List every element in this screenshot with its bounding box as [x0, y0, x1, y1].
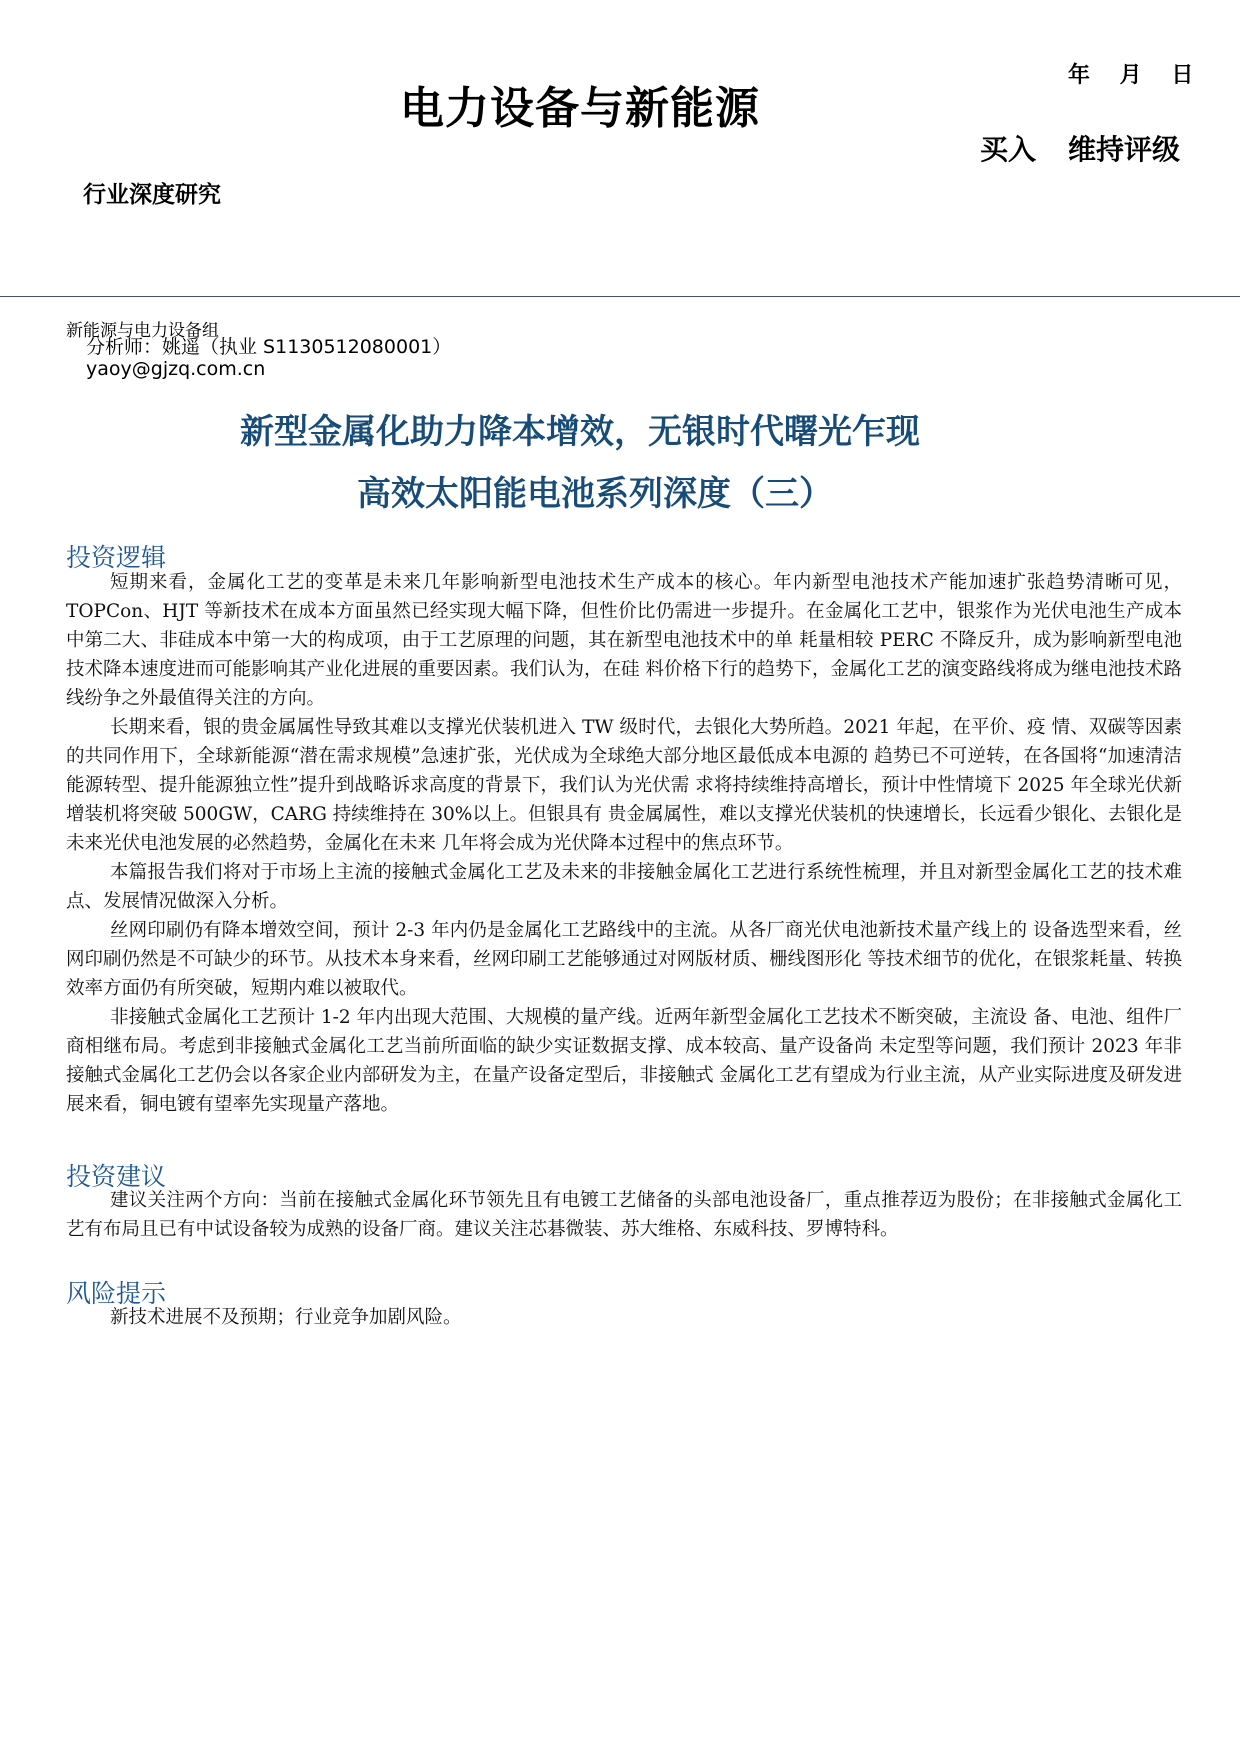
paragraph: 本篇报告我们将对于市场上主流的接触式金属化工艺及未来的非接触金属化工艺进行系统性梳理，并且对新型金属化工艺的技术难点、发展情况做深入分析。 — [66, 862, 1182, 912]
analyst-email[interactable]: yaoy@gjzq.com.cn — [86, 358, 266, 380]
paragraph: 建议关注两个方向：当前在接触式金属化环节领先且有电镀工艺储备的头部电池设备厂，重点推荐迈为股份；在非接触式金属化工艺有布局且已有中试设备较为成熟的设备厂商。建议关注芯碁微装、苏大维格、东威科技、罗博特科。 — [66, 1190, 1182, 1240]
analyst-team: 新能源与电力设备组 — [66, 321, 219, 341]
report-date: 年 月 日 — [1068, 63, 1194, 88]
rating-action: 维持评级 — [1068, 133, 1181, 166]
report-type: 行业深度研究 — [83, 182, 221, 208]
report-title-line1: 新型金属化助力降本增效，无银时代曙光乍现 — [240, 412, 920, 452]
paragraph: 非接触式金属化工艺预计 1-2 年内出现大范围、大规模的量产线。近两年新型金属化工艺技术不断突破，主流设 备、电池、组件厂商相继布局。考虑到非接触式金属化工艺当前所面临的缺少实证数据支撑、成本较高、量产设备尚 未定型等问题，我们预计 2023 年非接触式金属化工艺仍会以各家企业内部研发为主，在量产设备定型后，非接触式 金属化工艺有望成为行业主流，从产业实际进度及研发进展来看，铜电镀有望率先实现量产落地。 — [66, 1007, 1182, 1115]
paragraph: 丝网印刷仍有降本增效空间，预计 2-3 年内仍是金属化工艺路线中的主流。从各厂商光伏电池新技术量产线上的 设备选型来看，丝网印刷仍然是不可缺少的环节。从技术本身来看，丝网印刷工艺能够通过对网版材质、栅线图形化 等技术细节的优化，在银浆耗量、转换效率方面仍有所突破，短期内难以被取代。 — [66, 920, 1182, 999]
section-heading-risk-warning: 风险提示 — [66, 1279, 167, 1308]
section-body-risk-warning — [66, 1303, 1182, 1332]
paragraph: 短期来看，金属化工艺的变革是未来几年影响新型电池技术生产成本的核心。年内新型电池技术产能加速扩张趋势清晰可见，TOPCon、HJT 等新技术在成本方面虽然已经实现大幅下降，但性价比仍需进一步提升。在金属化工艺中，银浆作为光伏电池生产成本中第二大、非硅成本中第一大的构成项，由于工艺原理的问题，其在新型电池技术中的单 耗量相较 PERC 不降反升，成为影响新型电池技术降本速度进而可能影响其产业化进展的重要因素。我们认为，在硅 料价格下行的趋势下，金属化工艺的演变路线将成为继电池技术路线纷争之外最值得关注的方向。 — [66, 572, 1182, 709]
paragraph: 长期来看，银的贵金属属性导致其难以支撑光伏装机进入 TW 级时代，去银化大势所趋。2021 年起，在平价、疫 情、双碳等因素的共同作用下，全球新能源“潜在需求规模”急速扩张，光伏成为全球绝大部分地区最低成本电源的 趋势已不可逆转，在各国将“加速清洁能源转型、提升能源独立性”提升到战略诉求高度的背景下，我们认为光伏需 求将持续维持高增长，预计中性情境下 2025 年全球光伏新增装机将突破 500GW，CARG 持续维持在 30%以上。但银具有 贵金属属性，难以支撑光伏装机的快速增长，长远看少银化、去银化是未来光伏电池发展的必然趋势，金属化在未来 几年将会成为光伏降本过程中的焦点环节。 — [66, 717, 1182, 854]
section-body-investment-logic — [66, 568, 1182, 1119]
section-body-investment-advice — [66, 1186, 1182, 1244]
rating-block — [980, 128, 1180, 168]
section-heading-investment-advice: 投资建议 — [66, 1162, 167, 1191]
analyst-name: 分析师：姚遥（执业 S1130512080001） — [86, 336, 452, 358]
sector-title: 电力设备与新能源 — [400, 83, 760, 134]
header-divider — [0, 296, 1240, 297]
rating-label: 买入 — [980, 133, 1037, 166]
report-title-line2: 高效太阳能电池系列深度（三） — [357, 474, 833, 514]
section-heading-investment-logic: 投资逻辑 — [66, 543, 167, 572]
paragraph: 新技术进展不及预期；行业竞争加剧风险。 — [110, 1307, 462, 1328]
